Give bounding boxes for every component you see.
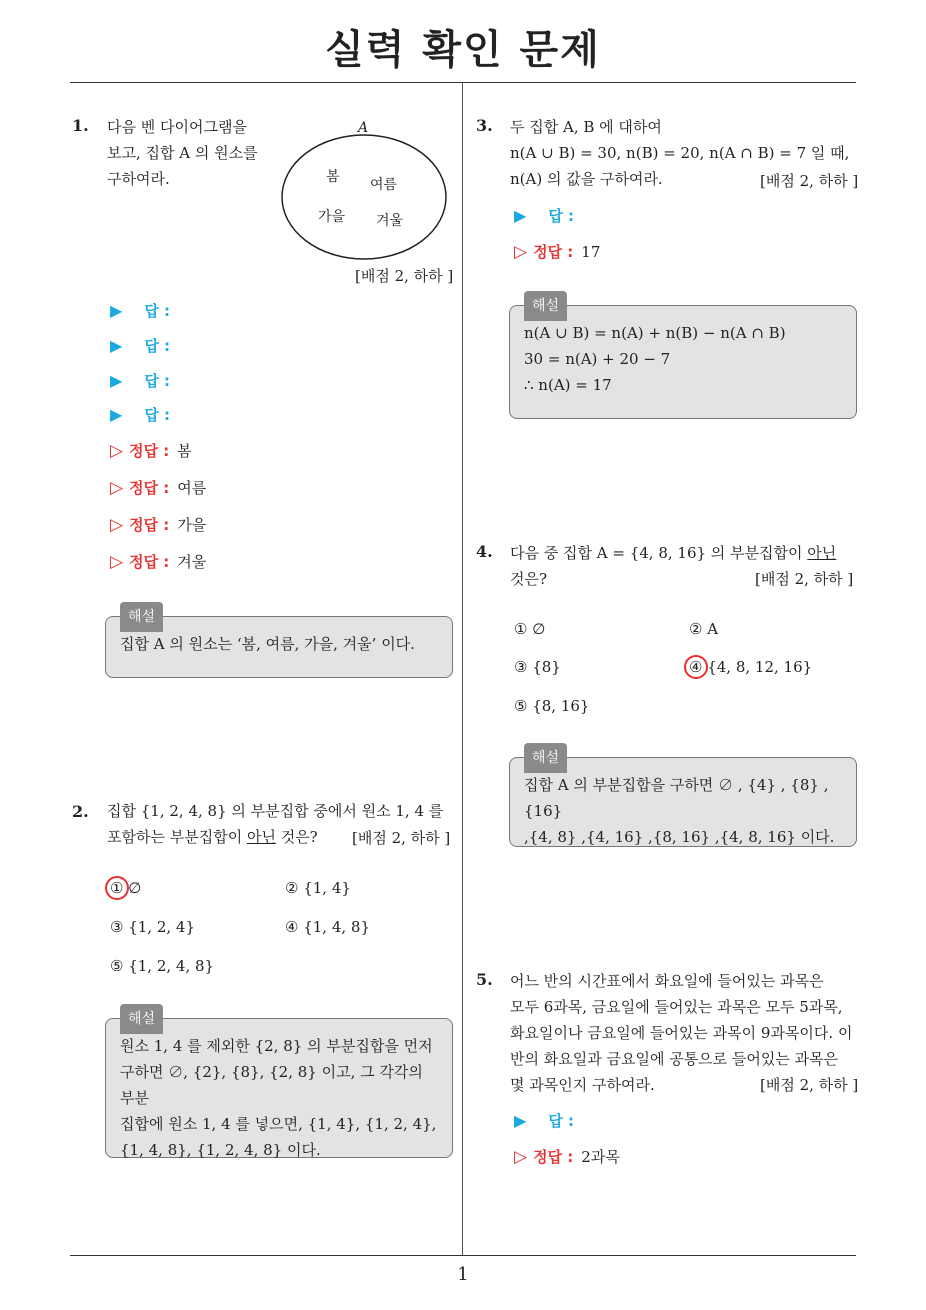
q5-number: 5. — [476, 970, 493, 989]
column-divider — [462, 83, 463, 1255]
q5-answer-key — [514, 1146, 620, 1167]
answer-label: 답 : — [144, 337, 171, 355]
venn-element: 봄 — [326, 169, 340, 185]
key-value: 봄 — [177, 442, 192, 460]
q4-underlined-word: 아닌 — [807, 544, 837, 562]
q3-explanation-box — [509, 298, 857, 419]
q4-choice-4[interactable]: ④ {4, 8, 12, 16} — [689, 658, 813, 676]
explanation-line: n(A ∪ B) = n(A) + n(B) − n(A ∩ B) — [524, 324, 786, 342]
q2-choice-1[interactable]: ① ∅ — [110, 879, 142, 897]
q1-answer-slot[interactable] — [110, 404, 170, 425]
key-value: 17 — [581, 242, 601, 261]
explanation-tab: 해설 — [120, 602, 163, 632]
key-value: 여름 — [177, 479, 207, 497]
q2-points: [배점 2, 하하 ] — [352, 829, 451, 847]
key-label: 정답 : — [129, 553, 170, 571]
q4-text-line — [510, 540, 860, 566]
q3-text-line: 두 집합 A, B 에 대하여 — [510, 118, 662, 136]
q5-text-line: 몇 과목인지 구하여라. — [510, 1076, 655, 1094]
explanation-line: 30 = n(A) + 20 − 7 — [524, 350, 671, 368]
q2-choice-5[interactable]: ⑤ {1, 2, 4, 8} — [110, 957, 215, 975]
play-icon: ▶ — [514, 1111, 527, 1130]
q1-answer-key — [110, 551, 206, 572]
play-icon: ▶ — [514, 206, 527, 225]
q1-points: [배점 2, 하하 ] — [355, 267, 454, 285]
q4-choice-5[interactable]: ⑤ {8, 16} — [514, 697, 590, 715]
key-label: 정답 : — [129, 479, 170, 497]
venn-element: 겨울 — [376, 213, 404, 229]
key-label: 정답 : — [129, 442, 170, 460]
triangle-outline-icon: ▷ — [110, 514, 124, 535]
venn-element: 여름 — [370, 177, 398, 193]
q1-answer-slot[interactable] — [110, 370, 170, 391]
key-label: 정답 : — [533, 243, 574, 261]
answer-label: 답 : — [144, 372, 171, 390]
explanation-line: ∴ n(A) = 17 — [524, 376, 612, 394]
play-icon: ▶ — [110, 405, 123, 424]
page-number: 1 — [457, 1264, 469, 1285]
play-icon: ▶ — [110, 336, 123, 355]
q2-underlined-word: 아닌 — [246, 828, 276, 846]
q1-number: 1. — [72, 116, 89, 135]
explanation-line: ,{4, 8} ,{4, 16} ,{8, 16} ,{4, 8, 16} 이다. — [524, 828, 835, 846]
q1-answer-slot[interactable] — [110, 335, 170, 356]
q4-number: 4. — [476, 542, 493, 561]
q3-answer-slot[interactable] — [514, 205, 574, 226]
explanation-line: {1, 4, 8}, {1, 2, 4, 8} 이다. — [120, 1141, 321, 1159]
q2-text-line: 집합 {1, 2, 4, 8} 의 부분집합 중에서 원소 1, 4 를 — [107, 802, 444, 820]
explanation-tab: 해설 — [524, 291, 567, 321]
explanation-line: 원소 1, 4 를 제외한 {2, 8} 의 부분집합을 먼저 — [120, 1037, 433, 1055]
answer-label: 답 : — [548, 1112, 575, 1130]
q5-points: [배점 2, 하하 ] — [760, 1076, 859, 1094]
q4-text-line: 것은? — [510, 570, 548, 588]
answer-label: 답 : — [144, 406, 171, 424]
explanation-line: 집합 A 의 부분집합을 구하면 ∅ , {4} , {8} ,{16} — [524, 776, 829, 820]
q2-explanation-box — [105, 1011, 453, 1159]
play-icon: ▶ — [110, 371, 123, 390]
q1-venn-diagram — [278, 122, 448, 264]
q4-text-part: 다음 중 집합 A = {4, 8, 16} 의 부분집합이 — [510, 544, 808, 562]
q5-text-line: 어느 반의 시간표에서 화요일에 들어있는 과목은 — [510, 972, 824, 990]
q3-points: [배점 2, 하하 ] — [760, 172, 859, 190]
q1-answer-slot[interactable] — [110, 300, 170, 321]
triangle-outline-icon: ▷ — [514, 1146, 528, 1167]
q4-choice-2[interactable]: ② A — [689, 620, 719, 638]
q4-points: [배점 2, 하하 ] — [755, 570, 854, 588]
explanation-tab: 해설 — [120, 1004, 163, 1034]
q1-explanation-box — [105, 609, 453, 678]
q5-text-line: 화요일이나 금요일에 들어있는 과목이 9과목이다. 이 — [510, 1024, 853, 1042]
selected-circle-icon — [684, 655, 708, 679]
answer-label: 답 : — [144, 302, 171, 320]
venn-ellipse-svg — [278, 122, 448, 264]
header-divider — [70, 82, 856, 83]
q5-text-line: 모두 6과목, 금요일에 들어있는 과목은 모두 5과목, — [510, 998, 843, 1016]
q1-answer-key — [110, 514, 206, 535]
footer-divider — [70, 1255, 856, 1256]
triangle-outline-icon: ▷ — [110, 477, 124, 498]
q2-text-part: 것은? — [275, 828, 318, 846]
key-value: 가을 — [177, 516, 207, 534]
q5-text-line: 반의 화요일과 금요일에 공통으로 들어있는 과목은 — [510, 1050, 839, 1068]
q2-choice-4[interactable]: ④ {1, 4, 8} — [285, 918, 371, 936]
venn-element: 가을 — [318, 209, 346, 225]
selected-circle-icon — [105, 876, 129, 900]
q3-answer-key — [514, 241, 600, 262]
play-icon: ▶ — [110, 301, 123, 320]
q3-text-line: n(A ∪ B) = 30, n(B) = 20, n(A ∩ B) = 7 일 때, — [510, 144, 850, 162]
q2-choice-2[interactable]: ② {1, 4} — [285, 879, 351, 897]
q4-explanation-box — [509, 750, 857, 847]
q3-text-line: n(A) 의 값을 구하여라. — [510, 170, 663, 188]
key-value: 2과목 — [581, 1148, 620, 1166]
answer-label: 답 : — [548, 207, 575, 225]
key-label: 정답 : — [533, 1148, 574, 1166]
q2-text-part: 포함하는 부분집합이 — [107, 828, 247, 846]
triangle-outline-icon: ▷ — [514, 241, 528, 262]
q1-text-line: 구하여라. — [107, 170, 170, 188]
triangle-outline-icon: ▷ — [110, 440, 124, 461]
page-title: 실력 확인 문제 — [325, 27, 601, 73]
venn-set-label: A — [358, 120, 369, 136]
q3-number: 3. — [476, 116, 493, 135]
q1-question — [107, 114, 277, 192]
q1-answer-key — [110, 477, 206, 498]
q1-text-line: 보고, 집합 A 의 원소를 — [107, 144, 258, 162]
explanation-text: 집합 A 의 원소는 ‘봄, 여름, 가을, 겨울’ 이다. — [120, 635, 415, 653]
key-value: 겨울 — [177, 553, 207, 571]
explanation-tab: 해설 — [524, 743, 567, 773]
q1-answer-key — [110, 440, 192, 461]
q4-choice-1[interactable]: ① ∅ — [514, 620, 546, 638]
q5-answer-slot[interactable] — [514, 1110, 574, 1131]
q1-text-line: 다음 벤 다이어그램을 — [107, 118, 247, 136]
q2-choice-3[interactable]: ③ {1, 2, 4} — [110, 918, 196, 936]
key-label: 정답 : — [129, 516, 170, 534]
explanation-line: 구하면 ∅, {2}, {8}, {2, 8} 이고, 그 각각의 부분 — [120, 1063, 423, 1107]
triangle-outline-icon: ▷ — [110, 551, 124, 572]
explanation-line: 집합에 원소 1, 4 를 넣으면, {1, 4}, {1, 2, 4}, — [120, 1115, 437, 1133]
q4-choice-3[interactable]: ③ {8} — [514, 658, 561, 676]
q2-number: 2. — [72, 802, 89, 821]
